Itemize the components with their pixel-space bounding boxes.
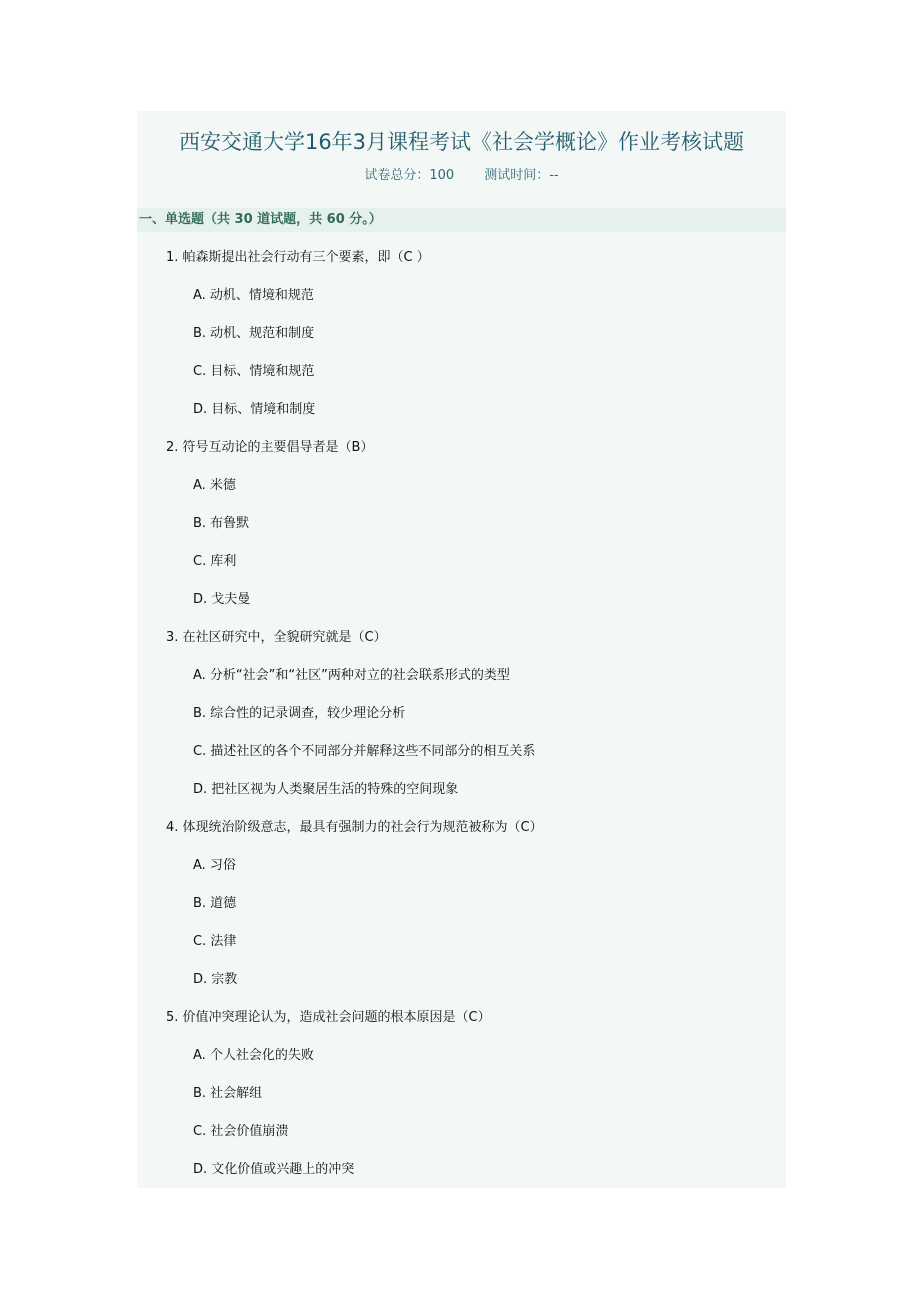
answer-option: B. 社会解组 — [193, 1086, 263, 1101]
answer-option: C. 目标、情境和规范 — [193, 364, 315, 379]
answer-option: B. 道德 — [193, 896, 237, 911]
question-stem: 5. 价值冲突理论认为，造成社会问题的根本原因是（C） — [166, 1010, 491, 1025]
answer-option: D. 目标、情境和制度 — [193, 402, 316, 417]
answer-option: A. 分析“社会”和“社区”两种对立的社会联系形式的类型 — [193, 668, 510, 683]
exam-meta — [137, 164, 786, 183]
answer-option: B. 综合性的记录调查，较少理论分析 — [193, 706, 406, 721]
answer-option: C. 社会价值崩溃 — [193, 1124, 289, 1139]
question-stem: 3. 在社区研究中，全貌研究就是（C） — [166, 630, 387, 645]
total-score-label: 试卷总分：100 — [364, 168, 455, 183]
section-heading-text: 一、单选题（共 30 道试题，共 60 分。） — [139, 212, 382, 227]
section-heading — [137, 208, 786, 232]
question-stem: 1. 帕森斯提出社会行动有三个要素，即（C ） — [166, 250, 430, 265]
answer-option: D. 宗教 — [193, 972, 238, 987]
test-time-label: 测试时间：-- — [484, 168, 559, 183]
answer-option: D. 文化价值或兴趣上的冲突 — [193, 1162, 355, 1177]
answer-option: B. 布鲁默 — [193, 516, 250, 531]
answer-option: A. 个人社会化的失败 — [193, 1048, 314, 1063]
question-stem: 4. 体现统治阶级意志，最具有强制力的社会行为规范被称为（C） — [166, 820, 543, 835]
answer-option: A. 米德 — [193, 478, 236, 493]
answer-option: D. 把社区视为人类聚居生活的特殊的空间现象 — [193, 782, 459, 797]
answer-option: C. 法律 — [193, 934, 237, 949]
question-stem: 2. 符号互动论的主要倡导者是（B） — [166, 440, 374, 455]
answer-option: A. 习俗 — [193, 858, 236, 873]
answer-option: C. 库利 — [193, 554, 237, 569]
exam-sheet — [137, 111, 786, 1188]
answer-option: A. 动机、情境和规范 — [193, 288, 314, 303]
answer-option: D. 戈夫曼 — [193, 592, 251, 607]
exam-title: 西安交通大学16年3月课程考试《社会学概论》作业考核试题 — [178, 130, 745, 154]
answer-option: B. 动机、规范和制度 — [193, 326, 315, 341]
answer-option: C. 描述社区的各个不同部分并解释这些不同部分的相互关系 — [193, 744, 536, 759]
